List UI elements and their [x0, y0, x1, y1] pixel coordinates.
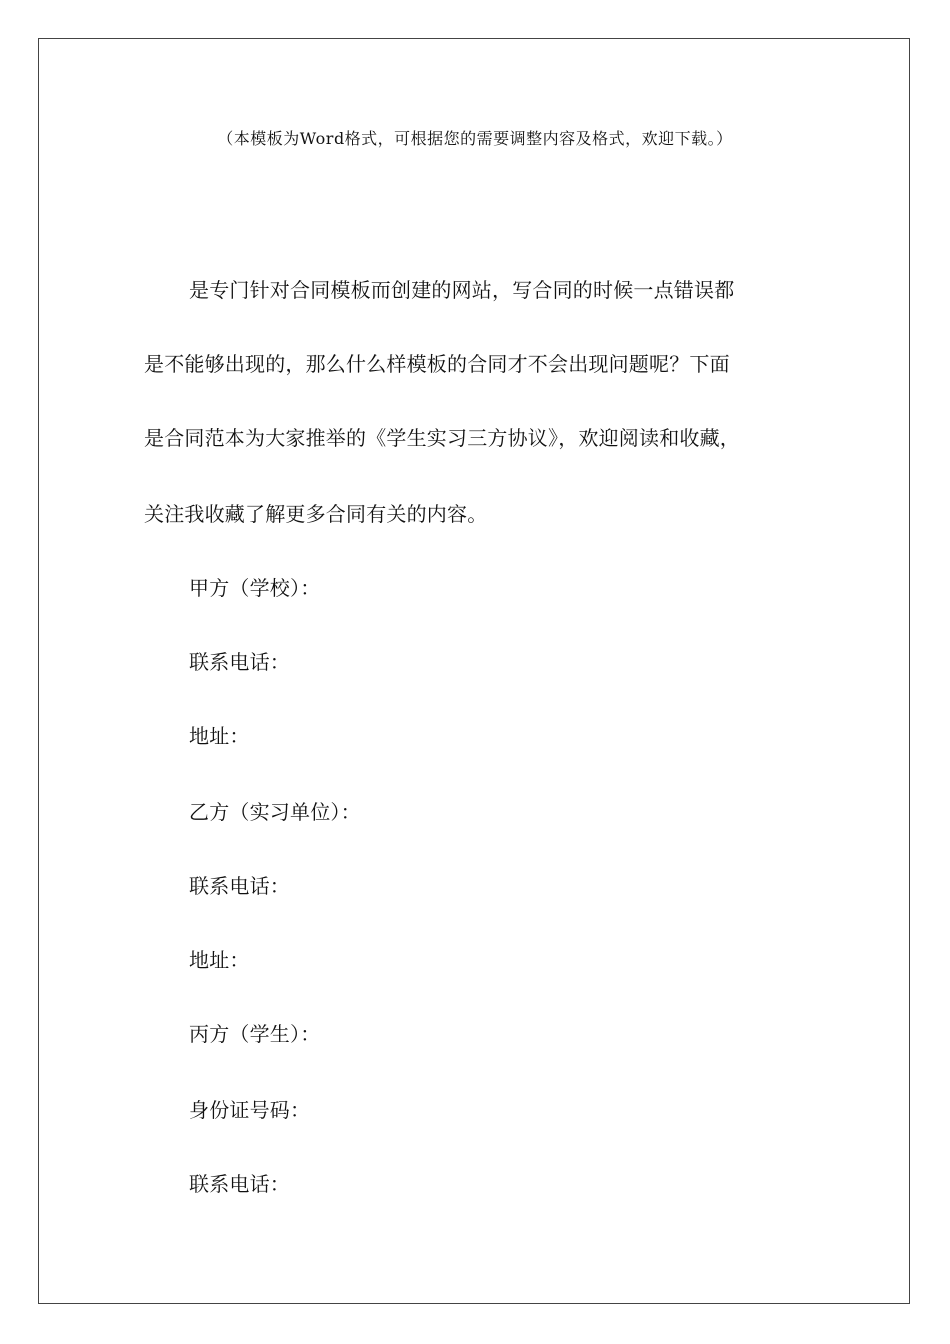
party-b-phone: 联系电话： [189, 874, 290, 898]
party-c-student: 丙方（学生）： [189, 1022, 321, 1046]
party-a-school: 甲方（学校）： [189, 576, 321, 600]
intro-line-3: 是合同范本为大家推举的《学生实习三方协议》，欢迎阅读和收藏， [144, 426, 740, 450]
party-a-phone: 联系电话： [189, 650, 290, 674]
intro-line-1: 是专门针对合同模板而创建的网站，写合同的时候一点错误都 [189, 278, 735, 302]
party-b-address: 地址： [189, 948, 250, 972]
page-border [38, 38, 910, 1304]
party-c-id-number: 身份证号码： [189, 1098, 311, 1122]
intro-line-2: 是不能够出现的，那么什么样模板的合同才不会出现问题呢？下面 [144, 352, 730, 376]
party-b-company: 乙方（实习单位）： [189, 800, 361, 824]
party-c-phone: 联系电话： [189, 1172, 290, 1196]
party-a-address: 地址： [189, 724, 250, 748]
intro-line-4: 关注我收藏了解更多合同有关的内容。 [144, 502, 488, 526]
template-note: （本模板为Word格式，可根据您的需要调整内容及格式，欢迎下载。） [217, 129, 733, 148]
